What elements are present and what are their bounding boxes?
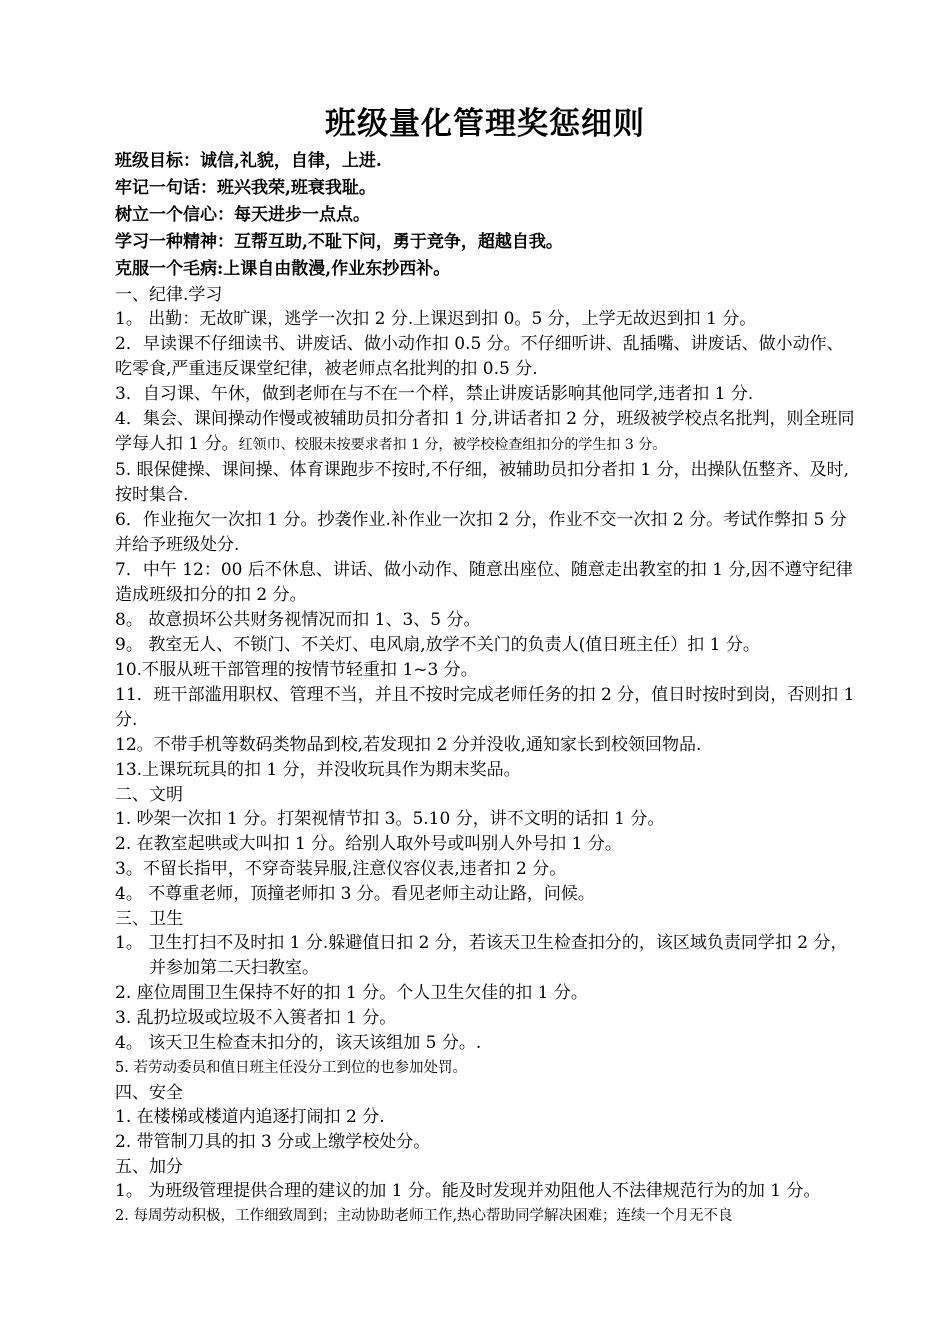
- rule-item: 4。 不尊重老师，顶撞老师扣 3 分。看见老师主动让路，问候。: [115, 884, 595, 904]
- rule-item: 5. 眼保健操、课间操、体育课跑步不按时,不仔细，被辅助员扣分者扣 1 分，出操队伍整齐、及时,按时集合.: [115, 460, 850, 505]
- rule-item: 1。 卫生打扫不及时扣 1 分.躲避值日扣 2 分，若该天卫生检查扣分的，该区域负责同学扣 2 分，并参加第二天扫教室。: [115, 933, 848, 978]
- rule-item: 12。不带手机等数码类物品到校,若发现扣 2 分并没收,通知家长到校领回物品.: [115, 735, 702, 755]
- rule-item: 2. 在教室起哄或大叫扣 1 分。给别人取外号或叫别人外号扣 1 分。: [115, 834, 622, 854]
- rule-item: 2. 带管制刀具的扣 3 分或上缴学校处分。: [115, 1132, 431, 1152]
- rule-item-note: 红领巾、校服未按要求者扣 1 分，被学校检查组扣分的学生扣 3 分。: [238, 437, 667, 453]
- document-title: 班级量化管理奖惩细则: [325, 106, 645, 142]
- rule-item: 2．早读课不仔细读书、讲废话、做小动作扣 0.5 分。不仔细听讲、乱插嘴、讲废话、做小动作、吃零食,严重违反课堂纪律，被老师点名批判的扣 0.5 分.: [115, 334, 844, 379]
- rule-item: 2. 每周劳动积极，工作细致周到；主动协助老师工作,热心帮助同学解决困难；连续一个月无不良: [115, 1208, 733, 1224]
- section-heading: 四、安全: [115, 1083, 183, 1103]
- goal-line: 树立一个信心：每天进步一点点。: [115, 205, 370, 225]
- rule-item: 3。不留长指甲，不穿奇装异服,注意仪容仪表,违者扣 2 分。: [115, 859, 567, 879]
- goal-line: 克服一个毛病:上课自由散漫,作业东抄西补。: [115, 259, 451, 279]
- rule-item: 4。 该天卫生检查未扣分的，该天该组加 5 分。.: [115, 1033, 482, 1053]
- class-goals: [115, 148, 855, 283]
- rule-item: 5. 若劳动委员和值日班主任没分工到位的也参加处罚。: [115, 1060, 467, 1076]
- rule-item: 1。 出勤：无故旷课，逃学一次扣 2 分.上课迟到扣 0。5 分，上学无故迟到扣 1 分。: [115, 309, 757, 329]
- rule-item: 7．中午 12：00 后不休息、讲话、做小动作、随意出座位、随意走出教室的扣 1 分,因不遵守纪律造成班级扣分的扣 2 分。: [115, 560, 853, 605]
- rule-item: 11．班干部滥用职权、管理不当，并且不按时完成老师任务的扣 2 分，值日时按时到岗，否则扣 1 分.: [115, 685, 855, 730]
- section-heading: 五、加分: [115, 1157, 183, 1177]
- rule-item: 2. 座位周围卫生保持不好的扣 1 分。个人卫生欠佳的扣 1 分。: [115, 983, 588, 1003]
- rule-item: 3. 乱扔垃圾或垃圾不入篑者扣 1 分。: [115, 1008, 397, 1028]
- document-page: [115, 100, 855, 1229]
- rule-item: 9。 教室无人、不锁门、不关灯、电风扇,放学不关门的负责人(值日班主任）扣 1 分。: [115, 635, 760, 655]
- rule-item: 3．自习课、午休，做到老师在与不在一个样，禁止讲废话影响其他同学,违者扣 1 分.: [115, 384, 754, 404]
- rule-item: 10.不服从班干部管理的按情节轻重扣 1~3 分。: [115, 660, 478, 680]
- goal-line: 牢记一句话：班兴我荣,班衰我耻。: [115, 178, 376, 198]
- rule-item: 1. 在楼梯或楼道内追逐打闹扣 2 分.: [115, 1107, 385, 1127]
- section-heading: 二、文明: [115, 785, 183, 805]
- section-hygiene: [115, 907, 855, 1081]
- section-civility: [115, 783, 855, 907]
- goal-line: 班级目标：诚信,礼貌，自律，上进.: [115, 151, 382, 171]
- rule-item: [115, 407, 855, 458]
- goal-line: 学习一种精神：互帮互助,不耻下问，勇于竞争，超越自我。: [115, 232, 563, 252]
- section-safety: [115, 1081, 855, 1155]
- rule-item-text: 4．集会、课间操动作慢或被辅助员扣分者扣 1 分,讲话者扣 2 分，班级被学校点名批判，则全班同学每人扣 1 分。: [115, 409, 855, 454]
- section-heading: 三、卫生: [115, 909, 183, 929]
- section-heading: 一、纪律.学习: [115, 285, 223, 305]
- rule-item: 1。 为班级管理提供合理的建议的加 1 分。能及时发现并劝阻他人不法律规范行为的加 1 分。: [115, 1181, 821, 1201]
- rule-item: 8。 故意损坏公共财务视情况而扣 1、3、5 分。: [115, 610, 481, 630]
- rule-item: 1. 吵架一次扣 1 分。打架视情节扣 3。5.10 分，讲不文明的话扣 1 分。: [115, 809, 665, 829]
- section-discipline-study: [115, 283, 855, 783]
- section-bonus-points: [115, 1155, 855, 1229]
- rule-item: 13.上课玩玩具的扣 1 分，并没收玩具作为期末奖品。: [115, 760, 521, 780]
- rule-item: 6．作业拖欠一次扣 1 分。抄袭作业.补作业一次扣 2 分，作业不交一次扣 2 分。考试作弊扣 5 分并给予班级处分.: [115, 510, 847, 555]
